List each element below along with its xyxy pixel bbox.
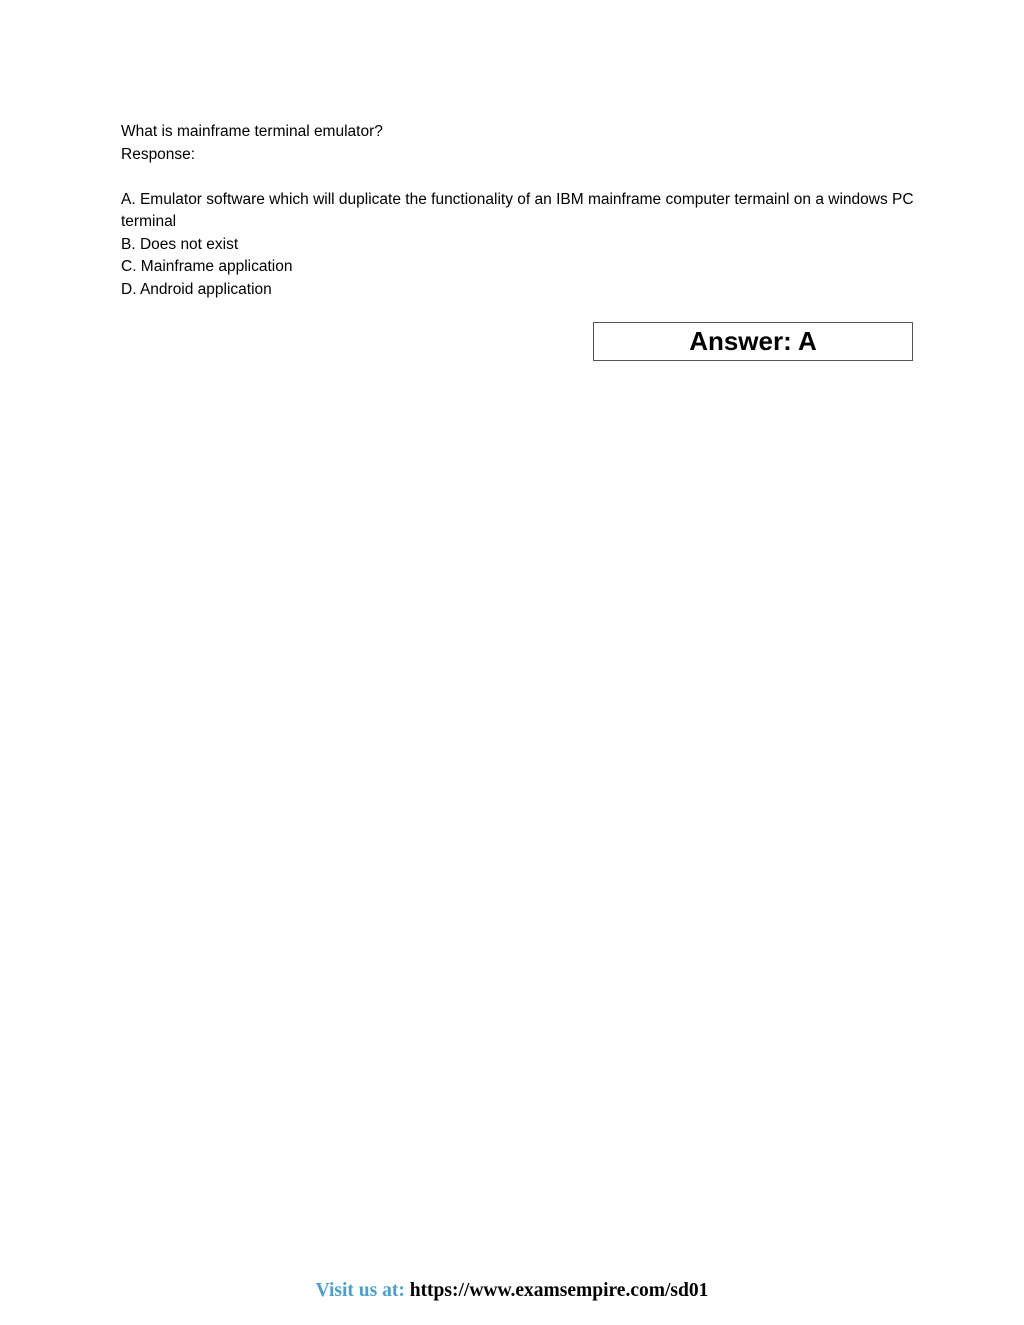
response-label: Response: <box>121 145 196 163</box>
option-d: D. Android application <box>121 280 272 298</box>
option-a: A. Emulator software which will duplicate the functionality of an IBM mainframe computer termainl on a windows PC terminal <box>121 190 914 230</box>
answer-label: Answer: A <box>689 326 817 356</box>
footer <box>0 1280 1024 1302</box>
option-b: B. Does not exist <box>121 235 239 253</box>
footer-url-link[interactable]: https://www.examsempire.com/sd01 <box>409 1280 709 1301</box>
option-c: C. Mainframe application <box>121 258 293 275</box>
spacer <box>121 166 921 189</box>
question-prompt: What is mainframe terminal emulator? <box>121 123 383 140</box>
question-block <box>121 121 921 301</box>
answer-box <box>593 322 913 361</box>
footer-visit-label: Visit us at: <box>315 1280 405 1301</box>
